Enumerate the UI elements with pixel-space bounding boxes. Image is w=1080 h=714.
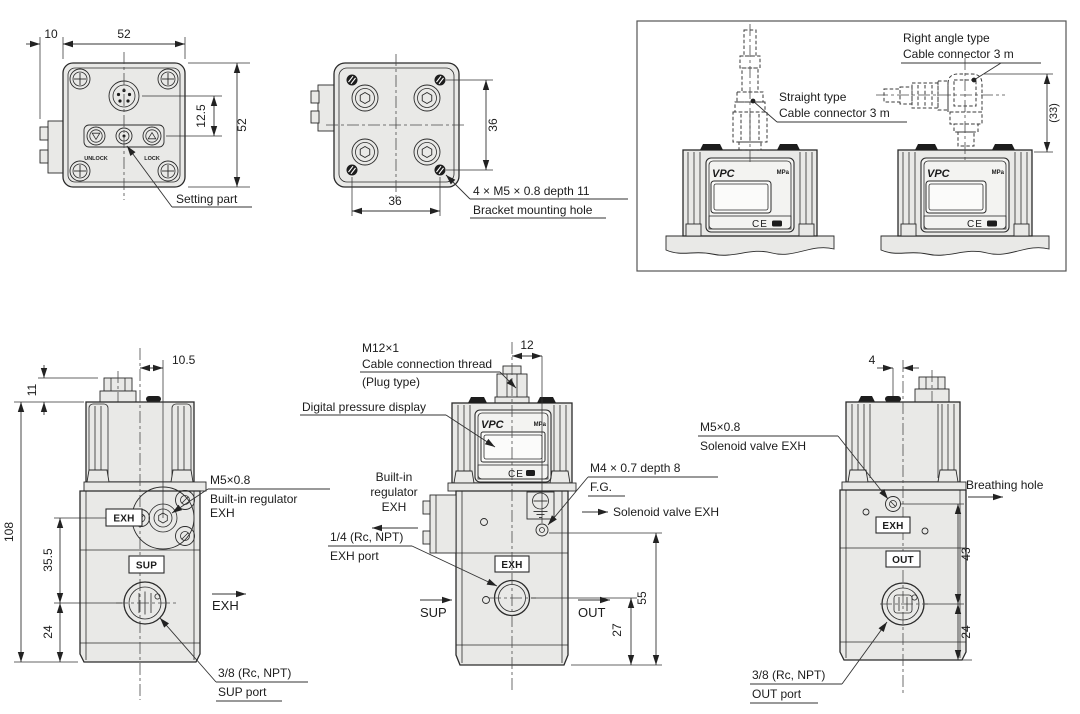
brand-label: VPC xyxy=(481,419,504,431)
cert-detail-mark xyxy=(526,470,535,476)
dim-36-v-text: 36 xyxy=(486,118,500,132)
view-bottom xyxy=(311,54,628,218)
right-angle-type-label: Right angle type xyxy=(903,31,990,45)
m12-callout xyxy=(360,341,516,389)
exh-port-name-note: EXH port xyxy=(330,549,379,563)
view-front xyxy=(26,27,252,207)
sup-flow-text: SUP xyxy=(420,605,447,620)
dim-12-text: 12 xyxy=(520,338,534,352)
view-front-side xyxy=(300,338,719,692)
base-flange xyxy=(881,236,1049,255)
ce-mark: CE xyxy=(752,219,768,230)
regulator-flow-line1: Built-in xyxy=(375,470,413,484)
cert-detail-mark xyxy=(987,221,997,227)
dim-27-text: 27 xyxy=(610,623,624,637)
m5-thread-note-line2: Solenoid valve EXH xyxy=(700,439,807,453)
m4-note-line1: M4 × 0.7 depth 8 xyxy=(590,461,681,475)
regulator-note-line2: EXH xyxy=(210,506,235,520)
dim-12 xyxy=(512,338,542,356)
setting-part-label: Setting part xyxy=(176,192,238,206)
exh-flow-text: EXH xyxy=(212,598,239,613)
top-button xyxy=(146,396,161,402)
top-button xyxy=(885,396,901,402)
dim-108 xyxy=(2,402,78,662)
view-connector-options xyxy=(637,21,1066,271)
straight-cable-label: Cable connector 3 m xyxy=(779,106,890,120)
exh-port-size-note: 1/4 (Rc, NPT) xyxy=(330,530,404,544)
base-flange xyxy=(666,236,834,255)
lcd-display xyxy=(481,432,545,462)
out-flow-indicator xyxy=(578,600,610,620)
m12-plug xyxy=(915,370,949,406)
lcd-display xyxy=(926,181,986,213)
dim-43-text: 43 xyxy=(959,547,973,561)
exh-flow-indicator xyxy=(212,594,246,613)
right-angle-cable-label: Cable connector 3 m xyxy=(903,47,1014,61)
sup-port-name-note: SUP port xyxy=(218,685,267,699)
dim-35-5-text: 35.5 xyxy=(41,548,55,572)
dim-12-5-text: 12.5 xyxy=(194,104,208,128)
regulator-flow-indicator xyxy=(370,470,418,528)
dim-33-text: (33) xyxy=(1048,103,1060,123)
sup-port-size-note: 3/8 (Rc, NPT) xyxy=(218,666,292,680)
unit-label: MPa xyxy=(991,170,1004,176)
dim-108-text: 108 xyxy=(2,521,16,543)
dim-10-5-text: 10.5 xyxy=(172,353,196,367)
out-port-size-note: 3/8 (Rc, NPT) xyxy=(752,668,826,682)
m4-note-line2: F.G. xyxy=(590,480,613,494)
regulator-flow-line2: regulator xyxy=(370,485,418,499)
display-note: Digital pressure display xyxy=(302,400,427,414)
exh-plate-text: EXH xyxy=(501,560,523,571)
out-plate-text: OUT xyxy=(892,555,914,566)
right-angle-cable-connector xyxy=(884,74,982,146)
brand-label: VPC xyxy=(712,168,735,180)
dim-33 xyxy=(984,74,1060,152)
dim-55-text: 55 xyxy=(635,591,649,605)
digital-pressure-display xyxy=(475,410,551,482)
regulator-note-line1: Built-in regulator xyxy=(210,492,298,506)
straight-type-label: Straight type xyxy=(779,90,847,104)
right-angle-type-unit xyxy=(876,58,1049,255)
dim-4 xyxy=(869,353,919,368)
unit-label: MPa xyxy=(533,422,546,428)
regulator-flow-line3: EXH xyxy=(381,500,407,514)
ce-mark: CE xyxy=(508,469,524,480)
dim-24-text: 24 xyxy=(41,625,55,639)
sup-plate-text: SUP xyxy=(135,560,158,572)
dim-11-text: 11 xyxy=(25,383,39,397)
breathing-hole-indicator xyxy=(966,478,1044,497)
exh-plate-text: EXH xyxy=(882,521,904,532)
right-angle-callout xyxy=(901,31,1041,80)
dim-24-text: 24 xyxy=(959,625,973,639)
unit-label: MPa xyxy=(776,170,789,176)
view-right-side xyxy=(698,353,1044,703)
dim-52-width-text: 52 xyxy=(117,27,131,41)
side-plug xyxy=(40,121,64,173)
mounting-thread-note: 4 × M5 × 0.8 depth 11 xyxy=(473,184,590,198)
solenoid-flow-text: Solenoid valve EXH xyxy=(613,505,720,519)
out-flow-text: OUT xyxy=(578,605,606,620)
brand-label: VPC xyxy=(927,168,950,180)
bracket-hole-callout xyxy=(446,175,628,218)
m12-note-line3: (Plug type) xyxy=(362,375,421,389)
m12-note-line1: M12×1 xyxy=(362,341,400,355)
dim-24 xyxy=(41,603,60,662)
unlock-label: UNLOCK xyxy=(84,156,108,162)
m12-plug xyxy=(100,371,136,404)
mounting-hole-note: Bracket mounting hole xyxy=(473,203,593,217)
breathing-hole-note: Breathing hole xyxy=(966,478,1044,492)
side-plug xyxy=(311,85,334,131)
regulator-side-block xyxy=(423,495,456,553)
lock-label: LOCK xyxy=(144,156,160,162)
sup-flow-indicator xyxy=(420,600,452,620)
lcd-display xyxy=(711,181,771,213)
cert-detail-mark xyxy=(772,221,782,227)
out-port-name-note: OUT port xyxy=(752,687,802,701)
view-left-side xyxy=(2,348,330,701)
ce-mark: CE xyxy=(967,219,983,230)
m12-note-line2: Cable connection thread xyxy=(362,357,493,371)
m5-thread-note-line1: M5×0.8 xyxy=(700,420,741,434)
solenoid-flow-indicator xyxy=(582,505,719,519)
exh-plate-text: EXH xyxy=(113,513,135,525)
m5-thread-note: M5×0.8 xyxy=(210,473,251,487)
straight-type-unit xyxy=(666,24,834,255)
dim-52-height-text: 52 xyxy=(235,118,249,132)
dim-10-text: 10 xyxy=(44,27,58,41)
dim-4-text: 4 xyxy=(868,353,876,367)
dim-36-h-text: 36 xyxy=(388,194,402,208)
